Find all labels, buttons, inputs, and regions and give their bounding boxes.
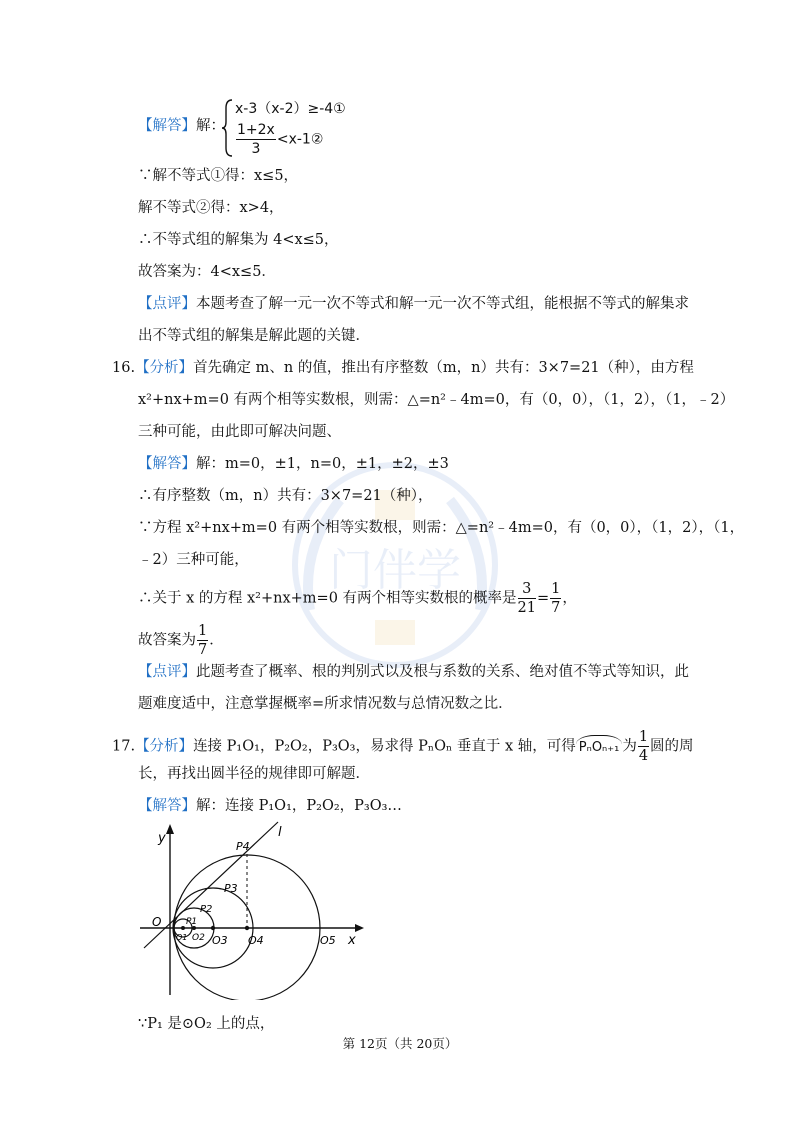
label-p1: P1 [186,917,198,927]
q16-analysis-1 [112,358,694,378]
q17-solution-1 [138,796,402,816]
q16-solution-1 [138,454,449,474]
comment-tag: 【点评】 [138,296,196,312]
label-p3: P3 [224,882,238,895]
arc-notation: PₙOₙ₊₁ [576,735,623,758]
q16-comment-1 [138,662,689,682]
label-p4: P4 [236,840,250,853]
equals-sign: = [537,590,550,607]
solution-text: 解：连接 P₁O₁，P₂O₂，P₃O₃… [196,798,402,814]
label-o4: O4 [248,934,264,947]
q15-line-2: 解不等式②得：x>4， [138,200,284,216]
inequality-2 [235,121,323,158]
q15-comment-2: 出不等式组的解集是解此题的关键． [138,328,370,344]
label-o1: O1 [176,933,188,942]
label-p2: P2 [200,904,213,915]
label-y: y [158,831,166,846]
frac-numerator: 1 [198,623,208,639]
q16-analysis-2: x²+nx+m=0 有两个相等实数根，则需：△=n²﹣4m=0，有（0，0），（1，2），（1，﹣2） [138,392,735,408]
y-axis-arrow [166,824,174,834]
system-brace [222,98,234,158]
q15-line-1: ∵解不等式①得：x≤5， [138,168,299,184]
watermark-logo [280,450,510,680]
frac-numerator: 1 [551,581,561,597]
q17-last-line: ∵P₁ 是⊙O₂ 上的点， [138,1016,275,1032]
frac-denominator: 4 [638,748,649,764]
q15-answer-line [138,116,225,136]
prob-text: ∴关于 x 的方程 x²+nx+m=0 有两个相等实数根的概率是 [138,590,517,607]
q16-solution-5 [138,580,577,617]
q15-comment-1 [138,294,689,314]
label-o5: O5 [320,934,336,947]
page-footer: 第 12页（共 20页） [342,1036,458,1051]
analysis-text: 为 [622,738,637,755]
inequality-1: x-3（x-2）≥-4① [235,101,346,117]
label-l: l [278,825,282,840]
label-x: x [348,933,356,948]
q16-solution-4: ﹣2）三种可能， [138,552,249,568]
analysis-tag: 【分析】 [135,738,194,755]
answer-tag: 【解答】 [138,118,196,134]
q15-line-4: 故答案为：4<x≤5． [138,264,276,280]
q16-solution-3: ∵方程 x²+nx+m=0 有两个相等实数根，则需：△=n²﹣4m=0，有（0，0），（1，2），（1， [138,520,745,536]
jie-label: 解： [196,118,225,134]
frac-denominator: 7 [198,642,208,658]
frac-numerator: 1 [638,729,649,745]
frac-denominator: 7 [551,600,561,616]
q16-solution-6 [138,622,224,659]
q15-line-3: ∴不等式组的解集为 4<x≤5， [138,232,339,248]
label-o3: O3 [212,934,228,947]
x-axis-arrow [355,924,364,932]
question-number: 16. [112,360,136,376]
frac-numerator: 3 [518,580,536,599]
ineq2-denominator: 3 [251,141,261,157]
circles-figure [140,820,370,1000]
comment-tag: 【点评】 [138,664,196,680]
ineq2-rest: <x-1② [276,131,324,148]
q17-analysis-2: 长，再找出圆半径的规律即可解题． [138,766,370,782]
answer-tag: 【解答】 [138,798,196,814]
q16-solution-2: ∴有序整数（m，n）共有：3×7=21（种）， [138,488,433,504]
punct: ． [209,632,224,649]
comment-text: 本题考查了解一元一次不等式和解一元一次不等式组，能根据不等式的解集求 [196,296,689,312]
question-number: 17. [112,738,136,755]
punct: ， [562,590,577,607]
analysis-text: 连接 P₁O₁，P₂O₂，P₃O₃，易求得 PₙOₙ 垂直于 x 轴，可得 [193,738,576,755]
q17-analysis-1 [112,728,694,765]
watermark-text: 门伴学 [329,545,461,596]
answer-text: 故答案为 [138,632,196,649]
analysis-text: 圆的周 [650,738,694,755]
analysis-text: 首先确定 m、n 的值，推出有序整数（m，n）共有：3×7=21（种），由方程 [193,360,694,376]
ineq2-numerator: 1+2x [237,122,275,138]
analysis-tag: 【分析】 [135,360,194,376]
frac-denominator: 21 [517,600,536,616]
comment-text: 此题考查了概率、根的判别式以及根与系数的关系、绝对值不等式等知识，此 [196,664,689,680]
q16-comment-2: 题难度适中，注意掌握概率=所求情况数与总情况数之比． [138,696,513,712]
solution-text: 解：m=0，±1，n=0，±1，±2，±3 [196,456,449,472]
answer-tag: 【解答】 [138,456,196,472]
label-o: O [152,915,162,929]
q16-analysis-3: 三种可能，由此即可解决问题、 [138,424,341,440]
label-o2: O2 [192,933,205,943]
